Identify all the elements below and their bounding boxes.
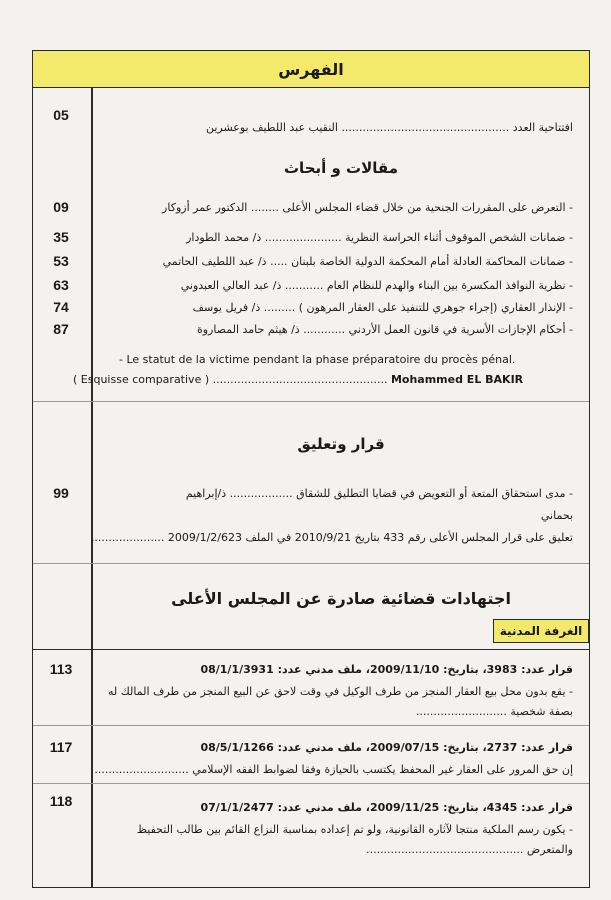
page-number: 63	[53, 277, 69, 293]
page-number: 09	[53, 199, 69, 215]
index-title: الفهرس	[278, 59, 344, 79]
page-number: 05	[53, 107, 69, 123]
section-divider	[33, 563, 589, 564]
decision-ref: قرار عدد: 4345، بتاريخ: 2009/11/25، ملف مدني عدد: 07/1/1/2477	[200, 801, 573, 814]
decision-summary: إن حق المرور على العقار غير المحفظ يكتسب بالحيازة وفقا لضوابط الفقه الإسلامي ...........................	[94, 763, 573, 776]
section-divider	[33, 401, 589, 402]
decision-ref: قرار عدد: 2737، بتاريخ: 2009/07/15، ملف مدني عدد: 08/5/1/1266	[200, 741, 573, 754]
article-entry: - أحكام الإجازات الأسرية في قانون العمل الأردني ............ ذ/ هيثم حامد المصاروة	[196, 323, 573, 336]
chamber-label: الغرفة المدنية	[493, 619, 589, 643]
page-number: 35	[53, 229, 69, 245]
decision-summary: والمتعرض .............................................	[366, 843, 573, 856]
page-column-divider	[91, 87, 93, 887]
entry-divider	[33, 783, 589, 784]
decision-summary: - يكون رسم الملكية منتجا لآثاره القانونية، ولو تم إعداده بمناسبة النزاع القائم بين طالب التحفيظ	[136, 823, 573, 836]
index-header	[33, 51, 589, 88]
page-number: 99	[53, 485, 69, 501]
entry-author: النقيب عبد اللطيف بوعشرين	[205, 121, 338, 134]
page-number: 113	[49, 661, 73, 677]
french-article-title: - Le statut de la victime pendant la phase préparatoire du procès pénal.	[119, 353, 516, 366]
index-table	[32, 50, 590, 888]
decision-summary: - يقع بدون محل بيع العقار المنجز من طرف الوكيل في وقت لاحق عن البيع المنجز من طرف المالك له	[108, 685, 573, 698]
opening-entry: افتتاحية العدد ................................................ النقيب عبد اللطيف بوعشرين	[205, 121, 573, 134]
article-entry: - ضمانات الشخص الموقوف أثناء الحراسة النظرية ...................... ذ/ محمد الطودار	[186, 231, 573, 244]
article-entry: - الإنذار العقاري (إجراء جوهري للتنفيذ على العقار المرهون ) ......... ذ/ فريل يوسف	[192, 301, 573, 314]
page-number: 117	[49, 739, 73, 755]
section-title: اجتهادات قضائية صادرة عن المجلس الأعلى	[171, 589, 511, 608]
article-entry: - نظرية النوافذ المكسرة بين البناء والهدم للنظام العام ........... ذ/ عبد العالي العبدوني	[180, 279, 573, 292]
decision-summary: بصفة شخصية ..........................	[415, 705, 573, 718]
page-number: 118	[49, 793, 73, 809]
entry-divider	[33, 725, 589, 726]
article-entry: - التعرض على المقررات الجنحية من خلال قضاء المجلس الأعلى ........ الدكتور عمر أزوكار	[162, 201, 573, 214]
page-number: 87	[53, 321, 69, 337]
page-number: 74	[53, 299, 69, 315]
decision-ref: قرار عدد: 3983، بتاريخ: 2009/11/10، ملف مدني عدد: 08/1/1/3931	[200, 663, 573, 676]
section-title: قرار وتعليق	[297, 435, 385, 453]
decision-author-line: بحماني	[540, 509, 573, 522]
entry-title: افتتاحية العدد	[512, 121, 573, 134]
decision-entry: - مدى استحقاق المتعة أو التعويض في قضايا التطليق للشقاق .................. ذ/إبراهيم	[185, 487, 573, 500]
page-number: 53	[53, 253, 69, 269]
french-article-line: ( Esquisse comparative ) .................................................. Mohammed EL BAKIR	[73, 373, 524, 386]
article-entry: - ضمانات المحاكمة العادلة أمام المحكمة الدولية الخاصة بلبنان ..... ذ/ عبد اللطيف الحاتمي	[162, 255, 573, 268]
section-title: مقالات و أبحاث	[283, 159, 399, 177]
section-divider	[33, 649, 589, 650]
decision-comment: تعليق على قرار المجلس الأعلى رقم 433 بتاريخ 2010/9/21 في الملف 2009/1/2/623 .....................	[90, 531, 573, 544]
